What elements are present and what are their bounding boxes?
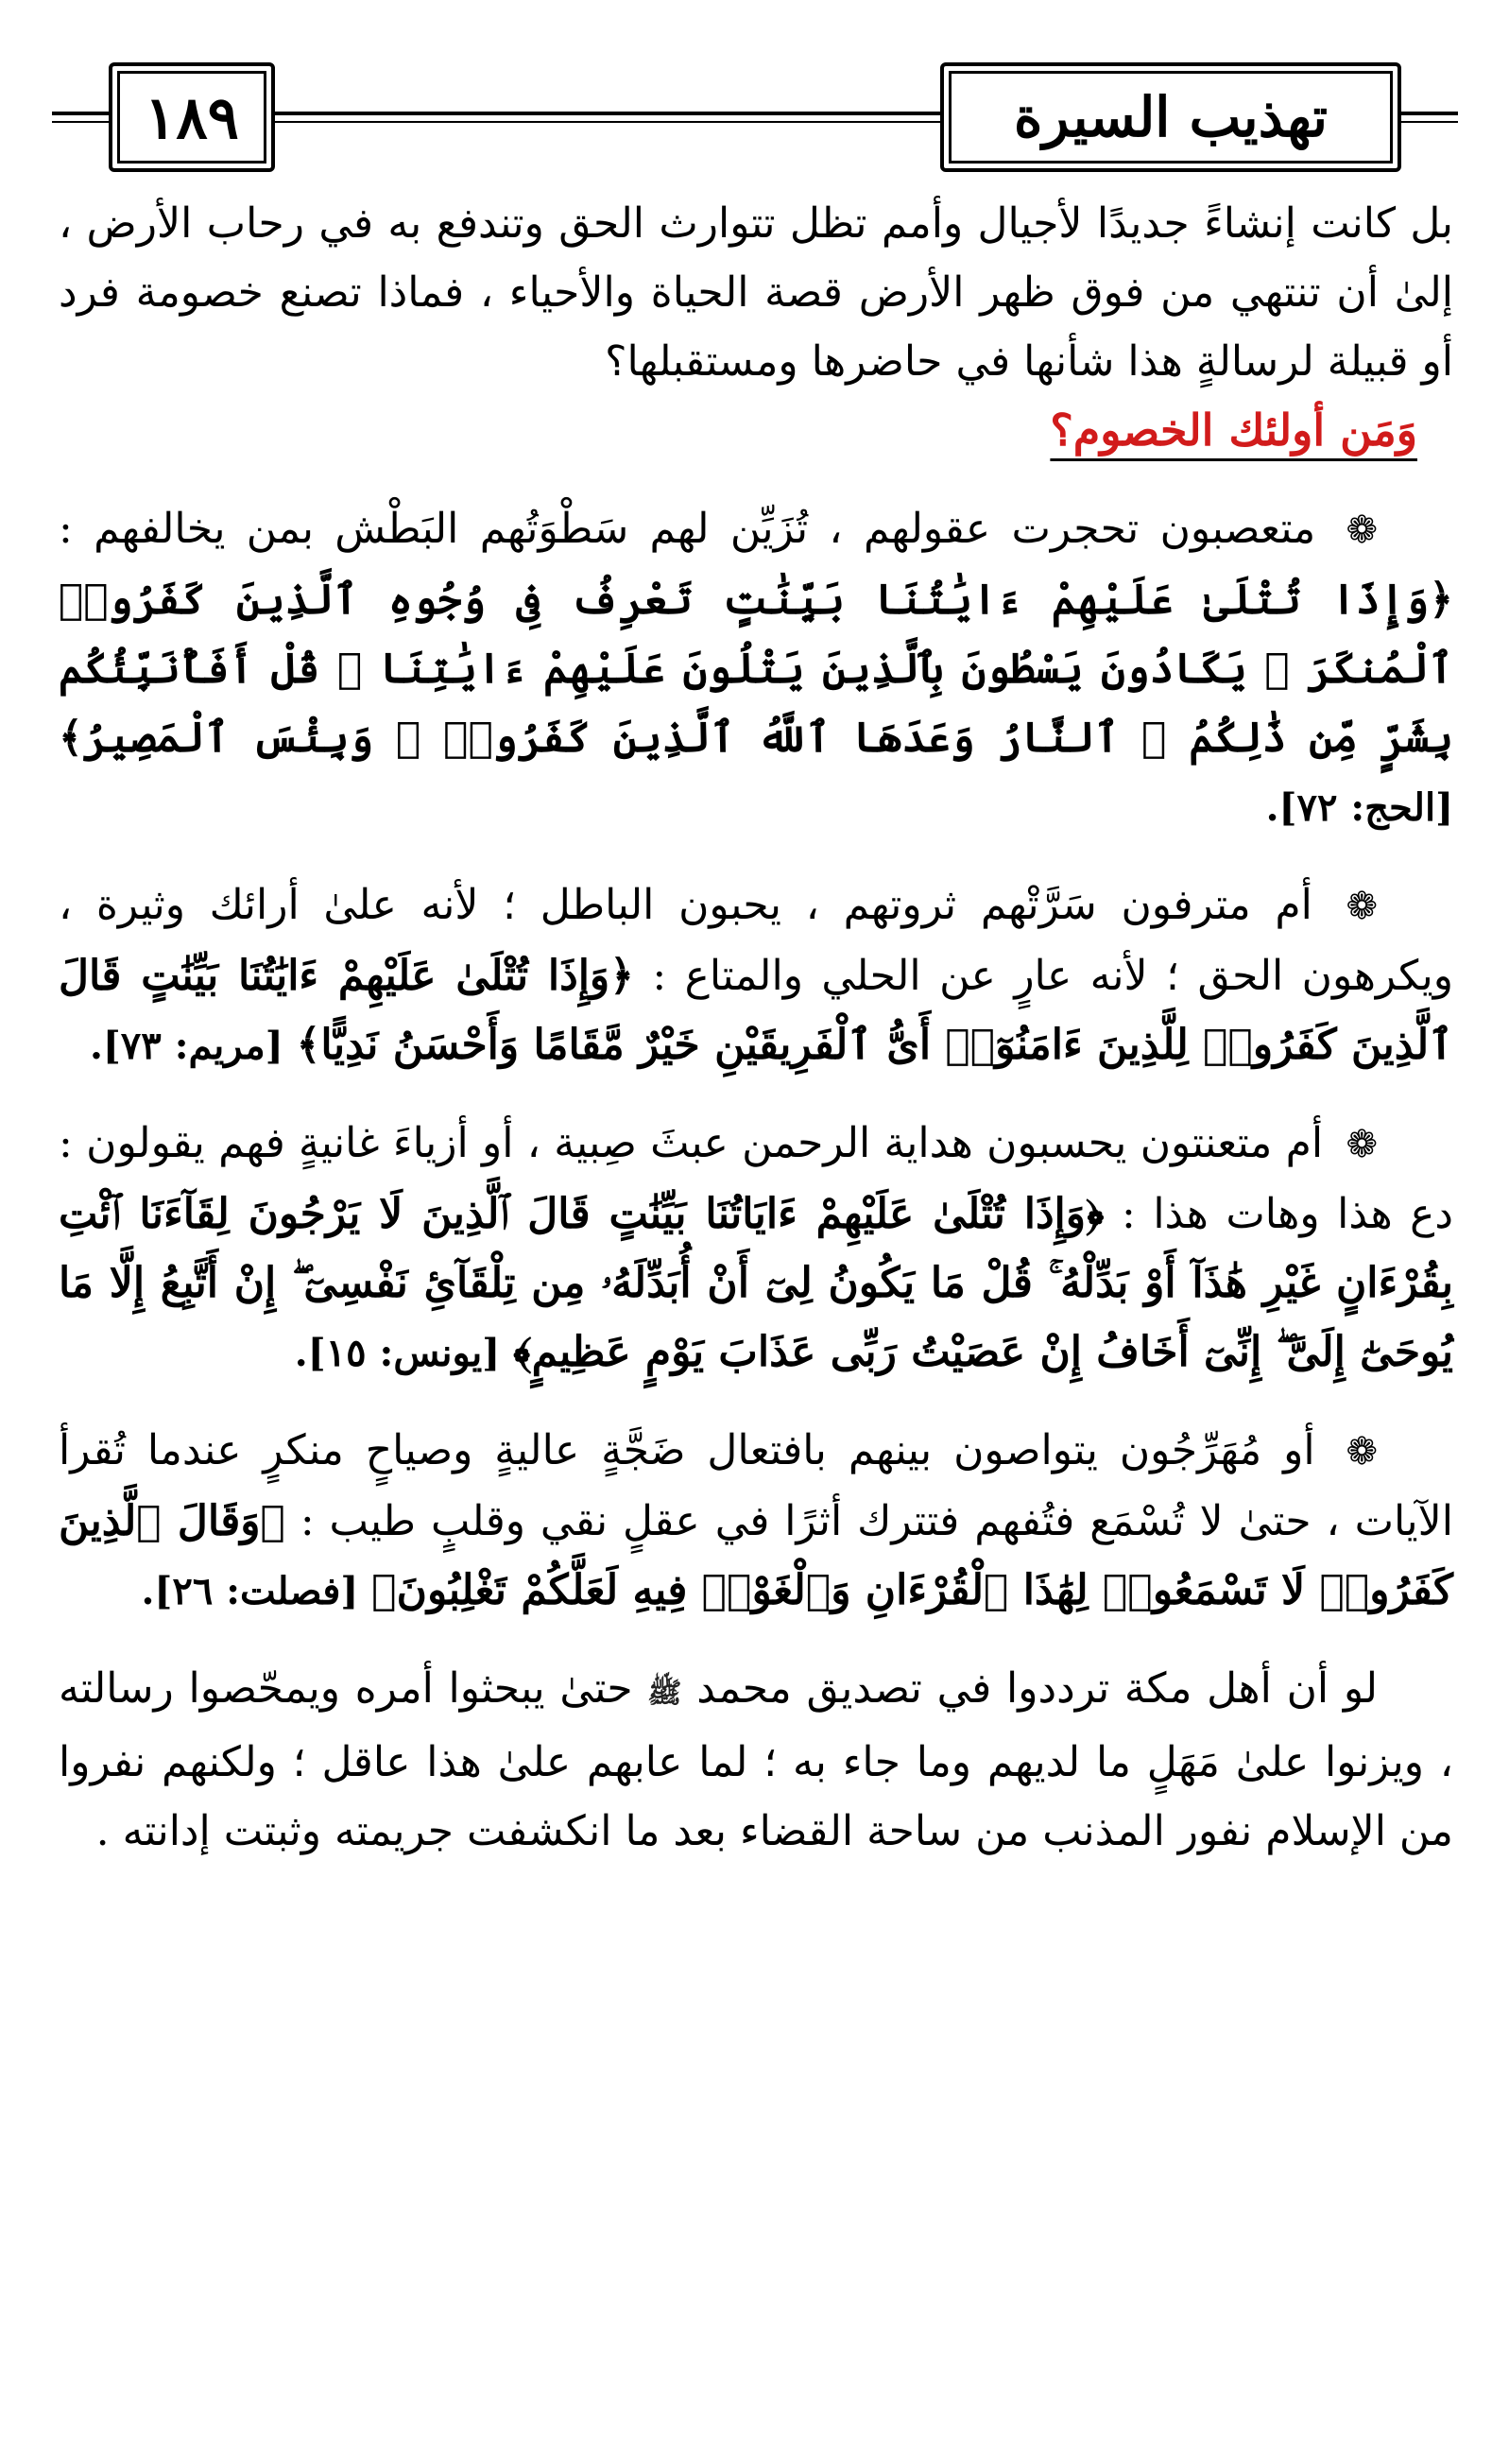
paragraph-3-intro: أم مترفون سَرَّتْهم ثروتهم ، يحبون الباطل ؛ لأنه علىٰ أرائك وثيرة ، ويكرهون الحق ؛ لأنه عارٍ عن الحلي والمتاع :: [59, 881, 1453, 1000]
paragraph-5-intro: أو مُهَرِّجُون يتواصون بينهم بافتعال ضَجَّةٍ عاليةٍ وصياحٍ منكرٍ عندما تُقرأ الآيات ، حتىٰ لا تُسْمَع فتُفهم فتترك أثرًا في عقلٍ نقي وقلبٍ طيب :: [59, 1426, 1453, 1545]
verse-reference-3: [يونس: ١٥].: [294, 1331, 501, 1375]
quran-verse-2: ﴿وَإِذَا تُتْلَىٰ عَلَيْهِمْ ءَايَٰتُنَا بَيِّنَٰتٍ قَالَ ٱلَّذِينَ كَفَرُوا۟ لِلَّذِينَ ءَامَنُوٓا۟ أَىُّ ٱلْفَرِيقَيْنِ خَيْرٌ مَّقَامًا وَأَحْسَنُ نَدِيًّا﴾: [59, 952, 1453, 1069]
page-header: [52, 57, 1458, 170]
quran-verse-1: ﴿وَإِذَا تُتْلَىٰ عَلَيْهِمْ ءَايَٰتُنَا بَيِّنَٰتٍ تَعْرِفُ فِى وُجُوهِ ٱلَّذِينَ كَفَرُوا۟ ٱلْمُنكَرَ ۖ يَكَادُونَ يَسْطُونَ بِٱلَّذِينَ يَتْلُونَ عَلَيْهِمْ ءَايَٰتِنَا ۗ قُلْ أَفَأُنَبِّئُكُم بِشَرٍّ مِّن ذَٰلِكُمُ ۗ ٱلنَّارُ وَعَدَهَا ٱللَّهُ ٱلَّذِينَ كَفَرُوا۟ ۖ وَبِئْسَ ٱلْمَصِيرُ﴾: [59, 576, 1453, 762]
section-question: وَمَن أولئك الخصوم؟: [1050, 405, 1417, 456]
flower-bullet-icon: ❁: [1346, 508, 1378, 552]
question-line: [59, 396, 1453, 466]
verse-reference-4: [فصلت: ٢٦].: [141, 1569, 359, 1613]
verse-reference-2: [مريم: ٧٣].: [89, 1024, 283, 1068]
running-title: تهذيب السيرة: [940, 62, 1401, 172]
quran-verse-4: ﴿وَقَالَ ٱلَّذِينَ كَفَرُوا۟ لَا تَسْمَعُوا۟ لِهَٰذَا ٱلْقُرْءَانِ وَٱلْغَوْا۟ فِيهِ لَعَلَّكُمْ تَغْلِبُونَ﴾: [59, 1497, 1453, 1614]
paragraph-2: [59, 494, 1453, 842]
body-text: [59, 189, 1453, 1866]
salutation-glyph-icon: ﷺ: [647, 1677, 682, 1710]
paragraph-1-text: بل كانت إنشاءً جديدًا لأجيال وأمم تظل تتوارث الحق وتندفع به في رحاب الأرض ، إلىٰ أن تنتهي من فوق ظهر الأرض قصة الحياة والأحياء ، فماذا تصنع خصومة فرد أو قبيلة لرسالةٍ هذا شأنها في حاضرها ومستقبلها؟: [59, 199, 1453, 386]
paragraph-2-intro: متعصبون تحجرت عقولهم ، تُزَيِّن لهم سَطْوَتُهم البَطْش بمن يخالفهم :: [59, 505, 1316, 553]
flower-bullet-icon: ❁: [1346, 1123, 1378, 1166]
paragraph-6-text-a: لو أن أهل مكة ترددوا في تصديق محمد: [696, 1664, 1378, 1713]
paragraph-4-intro: أم متعنتون يحسبون هداية الرحمن عبثَ صِبية ، أو أزياءَ غانيةٍ فهم يقولون : دع هذا وهات هذا :: [59, 1119, 1453, 1238]
flower-bullet-icon: ❁: [1346, 885, 1378, 928]
page-number: ١٨٩: [109, 62, 275, 172]
flower-bullet-icon: ❁: [1346, 1430, 1378, 1473]
verse-reference-1: [الحج: ٧٢].: [1265, 785, 1453, 830]
paragraph-1: [59, 189, 1453, 396]
paragraph-3: [59, 870, 1453, 1080]
paragraph-4: [59, 1109, 1453, 1387]
quran-verse-3: ﴿وَإِذَا تُتْلَىٰ عَلَيْهِمْ ءَايَاتُنَا بَيِّنَٰتٍ قَالَ ٱلَّذِينَ لَا يَرْجُونَ لِقَآءَنَا ٱئْتِ بِقُرْءَانٍ غَيْرِ هَٰذَآ أَوْ بَدِّلْهُ ۚ قُلْ مَا يَكُونُ لِىٓ أَنْ أُبَدِّلَهُۥ مِن تِلْقَآئِ نَفْسِىٓ ۖ إِنْ أَتَّبِعُ إِلَّا مَا يُوحَىٰٓ إِلَىَّ ۖ إِنِّىٓ أَخَافُ إِنْ عَصَيْتُ رَبِّى عَذَابَ يَوْمٍ عَظِيمٍ﴾: [59, 1190, 1453, 1376]
paragraph-6: [59, 1654, 1453, 1866]
paragraph-6-text-b: حتىٰ يبحثوا أمره ويمحّصوا رسالته ، ويزنوا علىٰ مَهَلٍ ما لديهم وما جاء به ؛ لما عابهم علىٰ هذا عاقل ؛ ولكنهم نفروا من الإسلام نفور المذنب من ساحة القضاء بعد ما انكشفت جريمته وثبتت إدانته .: [59, 1664, 1453, 1855]
paragraph-5: [59, 1416, 1453, 1626]
